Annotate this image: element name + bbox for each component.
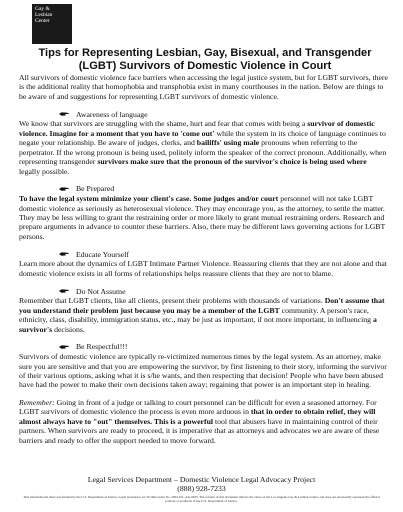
italic-text: Remember: [19,397,55,407]
body-text: personnel will not take LGBT domestic violence as seriously as heterosexual violence. They may encourage you, as the attorney, to settle the matter. They may be less willing to grant the restraining order or more likely to grant mutual restraining orders. Research and prepare arguments in advance to counter these barriers. Also, there may be different laws governing actions for LGBT persons. [19,194,386,241]
section-heading-label: Be Prepared [76,184,115,194]
bold-text: bailiffs' using male [196,138,260,148]
footer-department: Legal Services Department – Domestic Violence Legal Advocacy Project [87,475,316,484]
section-heading-label: Educate Yourself [76,249,129,259]
section-heading [19,109,388,119]
bold-text: a survivor's [19,315,377,334]
section-heading-label: Be Respectful!!! [76,342,128,352]
section-heading-label: Awareness of language [76,109,148,119]
pointing-hand-icon [59,186,69,192]
section-heading [19,184,388,194]
logo-line: Center [35,18,50,25]
bold-text: To have the legal system minimize your client's case. Some judges and/or court [19,194,279,204]
body-text: decisions. [52,324,85,334]
footer-phone: (888) 928-7233 [177,484,226,493]
pointing-hand-icon [59,251,69,257]
bold-text: Don't assume that you understand their problem just because you may be a member of the LGBT [19,296,385,315]
body-text: legally possible. [19,166,70,176]
page-title: Tips for Representing Lesbian, Gay, Bisexual, and Transgender (LGBT) Survivors of Domestic Violence in Court [38,47,372,72]
body-text: Learn more about the dynamics of LGBT Intimate Partner Violence. Reassuring clients that they are not alone and that domestic violence exists in all forms of relationships helps reassure clients that they are not to blame. [19,259,387,278]
pointing-hand-icon [59,344,69,350]
body-text: Survivors of domestic violence are typically re-victimized numerous times by the legal system. As an attorney, make sure you are sensitive and that you are empowering the survivor, by first listening to their story, informing the survivor of their various options, asking what it is s/he wants, and then respecting that decision! People who have been abused have had the power to make their own decisions taken away; regaining that power is an important step in healing. [19,352,387,390]
body-text: while the system in its choice of language continues to negate your relationship. Be aware of judges, clerks, and [19,128,386,148]
section-paragraph [19,296,388,334]
section-paragraph [19,259,388,278]
logo-line: Lesbian [35,12,53,19]
body-text: tool that abusers have in maintaining control of their partners. When survivors are ready to proceed, it is imperative that as attorneys and advocates we are aware of these barriers and ready to offer the support needed to move forward. [19,416,380,445]
body-text: community. A person's race, ethnicity, class, disability, immigration status, etc., may be just as important, if not more important, in influencing [19,305,373,325]
section-heading [19,286,388,296]
intro-paragraph: All survivors of domestic violence face barriers when accessing the legal justice system, but for LGBT survivors, there is the additional reality that homophobia and transphobia exist in many courthouses in the nation. Below are things to be aware of and suggestions for representing LGBT survivors of domestic violence. [19,73,388,101]
pointing-hand-icon [59,111,69,117]
section-paragraph [19,119,388,176]
body-text: pronouns when referring to the perpetrator. If the wrong pronoun is being used, politely inform the speaker of the correct pronoun. Additionally, when representing transgender [19,138,387,167]
footer-disclaimer: This informational sheet was funded by the U.S. Department of Justice, Legal Assistance for Victims Grant No. 2004-WL-AX-0035. The content of this document reflects the views of the Los Angeles Gay & Lesbian Center, and does not necessarily represent the official policies or positions of the U.S. Department of Justice. [23,495,380,504]
closing-paragraph [19,398,388,445]
document-body [19,73,388,445]
section-heading-label: Do Not Assume [76,286,126,296]
section-paragraph [19,194,388,241]
bold-text: survivor of domestic violence. Imagine for a moment that you have to 'come out' [19,119,375,138]
center-logo [32,4,72,44]
body-text: Going in front of a judge or talking to court personnel can be difficult for even a seasoned attorney. For LGBT survivors of domestic violence the process is even more arduous in [19,397,377,417]
section-heading [19,249,388,259]
body-text: Remember that LGBT clients, like all clients, present their problems with thousands of variations. [19,296,325,306]
bold-text: that in order to obtain relief, they will almost always have to "out" themselves. This is a powerful [19,407,376,426]
logo-line: Gay & [35,6,50,12]
tips-list [19,109,388,398]
section-paragraph [19,352,388,390]
bold-text: survivors make sure that the pronoun of the survivor's choice is being used where [97,157,367,167]
section-heading [19,342,388,352]
pointing-hand-icon [59,288,69,294]
body-text: We know that survivors are struggling with the shame, hurt and fear that comes with being a [19,119,308,129]
